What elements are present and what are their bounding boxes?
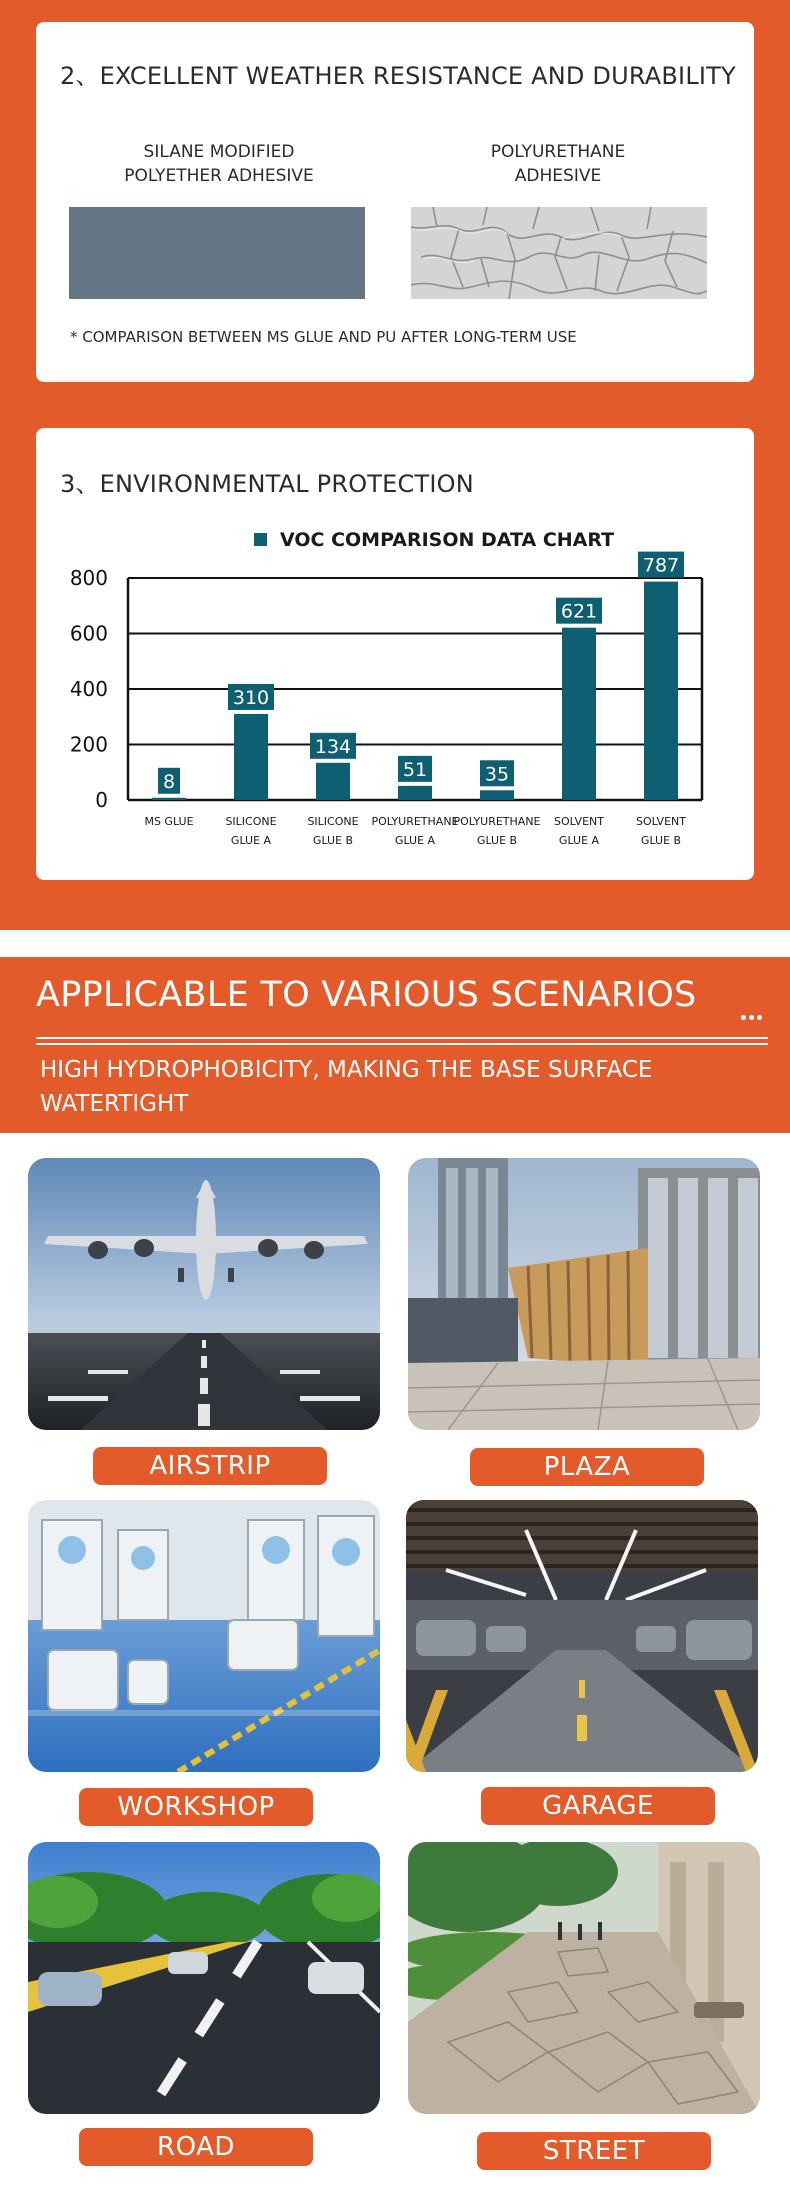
x-tick-label: POLYURETHANE [371,815,459,828]
ms-adhesive-label [69,140,369,188]
bar [316,763,350,800]
voc-bar-chart [36,428,754,880]
scenario-label-street: STREET [477,2132,711,2170]
y-tick-label: 800 [69,566,108,590]
y-tick-label: 600 [69,621,108,646]
value-label: 134 [314,735,352,758]
scenario-label-road: ROAD [79,2128,313,2166]
value-label: 310 [232,686,270,709]
scenario-label-airstrip: AIRSTRIP [93,1447,327,1485]
x-tick-label: SILICONE [225,815,277,828]
bar [562,628,596,800]
bar [644,582,678,800]
y-tick-label: 0 [95,788,108,812]
x-tick-label: GLUE B [640,834,682,847]
scenarios-title: APPLICABLE TO VARIOUS SCENARIOS [36,975,697,1015]
banner-divider-top [36,1037,768,1039]
legend-swatch [254,533,267,546]
ms-label-line1: SILANE MODIFIED [143,142,295,162]
x-tick-label: GLUE A [230,834,272,847]
bar [398,786,432,800]
x-tick-label: MS GLUE [144,815,194,828]
banner-divider-bottom [36,1043,768,1045]
scenarios-subtitle: HIGH HYDROPHOBICITY, MAKING THE BASE SURFACE WATERTIGHT [40,1057,653,1117]
bar [480,790,514,800]
scenario-label-plaza: PLAZA [470,1448,704,1486]
x-tick-label: GLUE A [394,834,436,847]
plaza-photo [408,1158,760,1430]
ms-adhesive-swatch [69,207,365,299]
pu-adhesive-label [408,140,708,188]
value-label: 621 [560,600,598,623]
x-tick-label: POLYURETHANE [453,815,541,828]
garage-photo [406,1500,758,1772]
pu-label-line2: ADHESIVE [514,166,602,186]
value-label: 35 [484,763,510,786]
value-label: 51 [402,758,428,781]
street-photo [408,1842,760,2114]
ms-label-line2: POLYETHER ADHESIVE [124,166,314,186]
y-tick-label: 200 [69,732,108,757]
scenarios-banner [0,957,790,1133]
x-tick-label: SOLVENT [636,815,686,828]
weather-resistance-card [36,22,754,382]
chart-legend-label: VOC COMPARISON DATA CHART [280,529,615,551]
x-tick-label: GLUE A [558,834,600,847]
value-label: 787 [642,554,680,577]
x-tick-label: GLUE B [476,834,518,847]
bar [234,714,268,800]
workshop-photo [28,1500,380,1772]
more-dots-icon [738,1007,762,1025]
scenario-label-workshop: WORKSHOP [79,1788,313,1826]
weather-section-title: 2、EXCELLENT WEATHER RESISTANCE AND DURABILITY [60,62,736,90]
road-photo [28,1842,380,2114]
x-tick-label: GLUE B [312,834,354,847]
environmental-protection-card [36,428,754,880]
airstrip-photo [28,1158,380,1430]
y-tick-label: 400 [69,677,108,701]
x-tick-label: SILICONE [307,815,359,828]
scenario-label-garage: GARAGE [481,1787,715,1825]
pu-label-line1: POLYURETHANE [490,142,626,162]
comparison-note: * COMPARISON BETWEEN MS GLUE AND PU AFTER LONG-TERM USE [70,328,577,346]
bar [152,798,186,800]
x-tick-label: SOLVENT [554,815,604,828]
environment-section-title: 3、ENVIRONMENTAL PROTECTION [60,470,474,498]
value-label: 8 [162,770,176,793]
pu-adhesive-cracked-swatch [411,207,707,299]
